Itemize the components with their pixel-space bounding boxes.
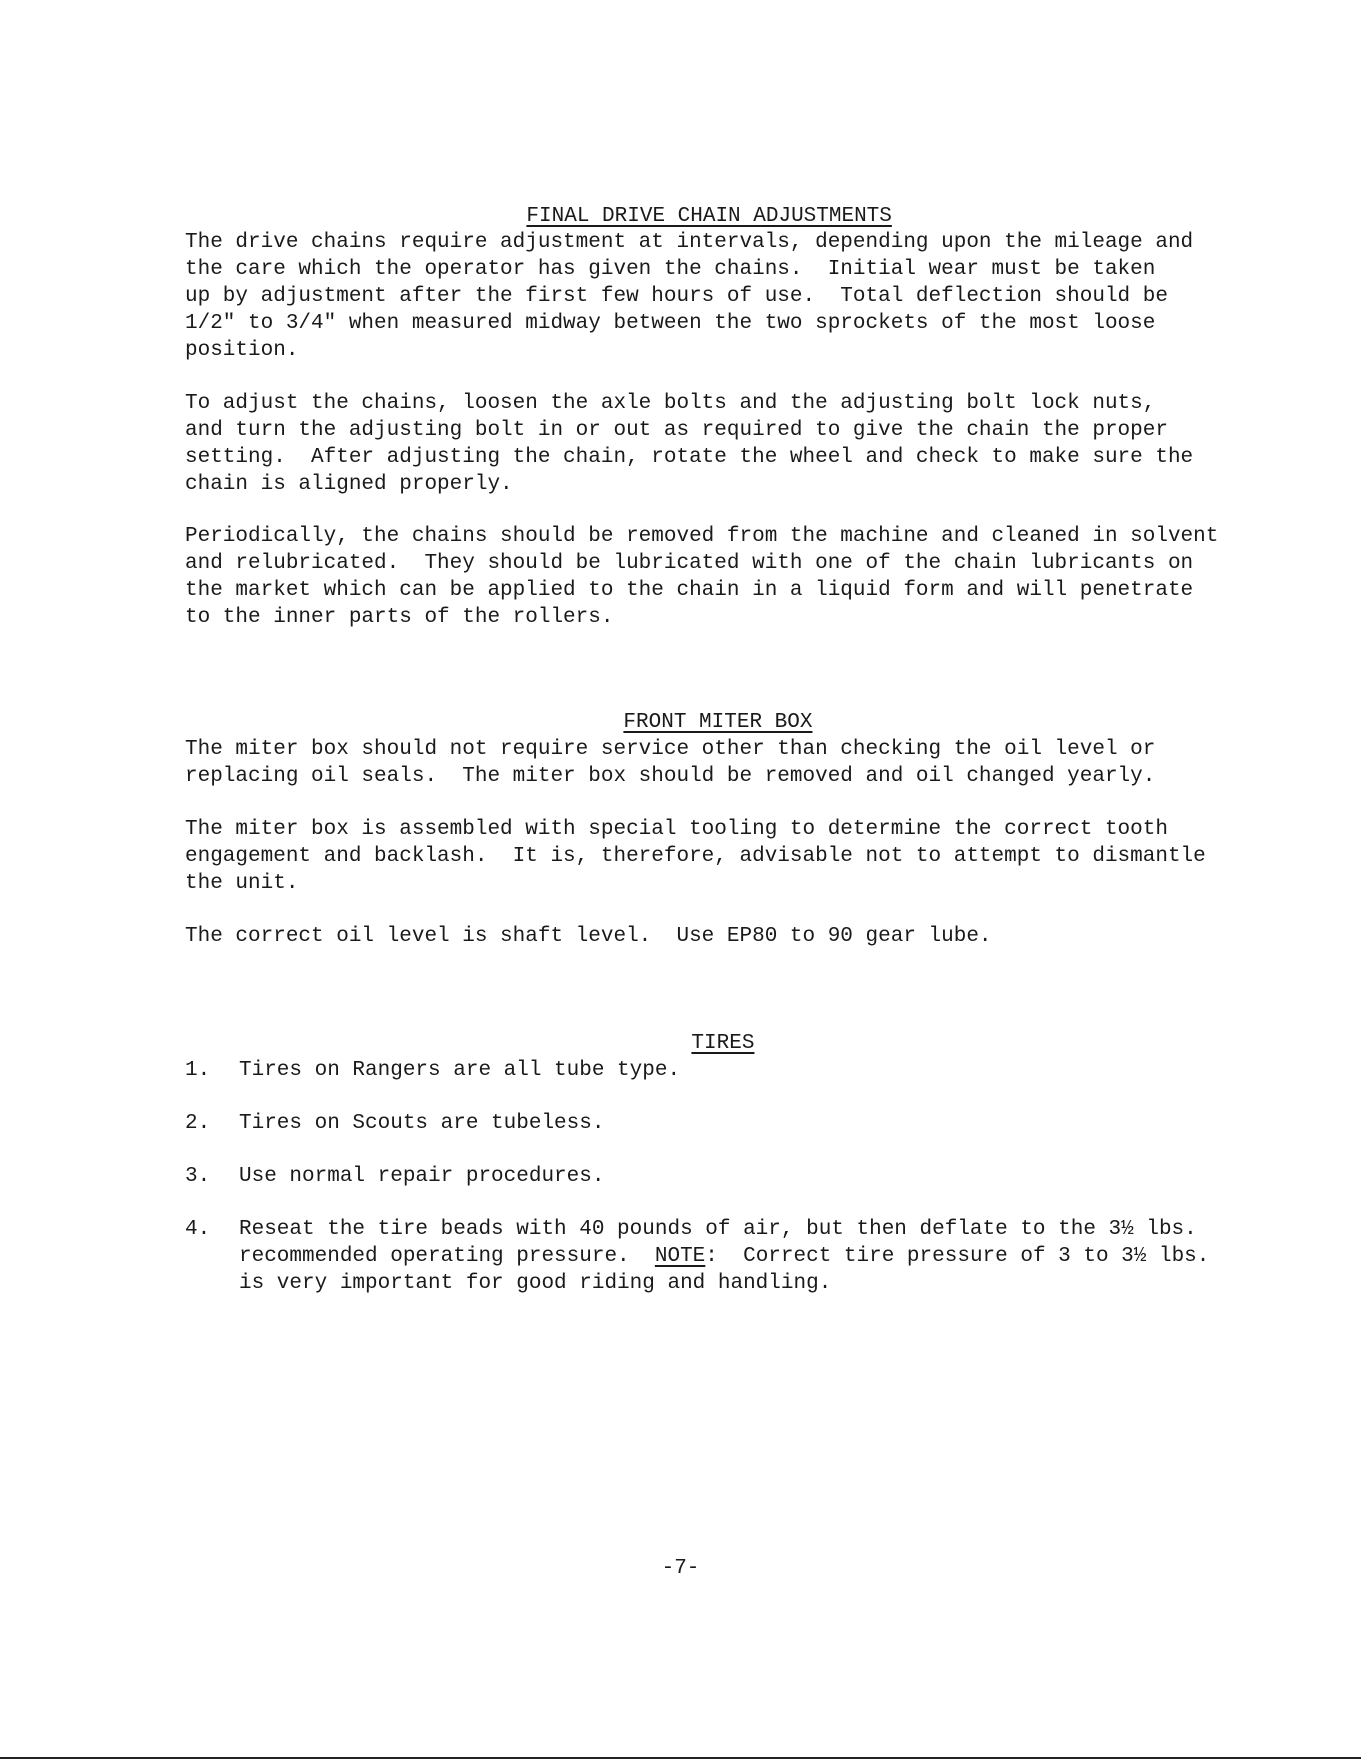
heading-tires-text: TIRES xyxy=(691,1032,755,1055)
text-line: The correct oil level is shaft level. Use EP80 to 90 gear lube. xyxy=(185,925,992,948)
paragraph-oil-level xyxy=(185,923,1315,950)
list-item-number: 1. xyxy=(185,1059,211,1082)
list-item-number: 4. xyxy=(185,1218,211,1241)
text-line: the unit. xyxy=(185,872,299,895)
text-line: Periodically, the chains should be removed from the machine and cleaned in solvent xyxy=(185,525,1219,548)
text-line: 1/2" to 3/4" when measured midway between the two sprockets of the most loose xyxy=(185,312,1156,335)
text-line xyxy=(239,1243,1329,1270)
page-bottom-edge xyxy=(0,1757,1361,1759)
paragraph-chain-cleaning xyxy=(185,523,1315,631)
text-segment: recommended operating pressure. xyxy=(239,1245,655,1268)
text-line: position. xyxy=(185,339,299,362)
text-line: Reseat the tire beads with 40 pounds of air, but then deflate to the 3½ lbs. xyxy=(239,1218,1197,1241)
text-line: replacing oil seals. The miter box should be removed and oil changed yearly. xyxy=(185,765,1156,788)
text-line: The miter box should not require service other than checking the oil level or xyxy=(185,738,1156,761)
text-line: Tires on Rangers are all tube type. xyxy=(239,1059,681,1082)
text-line: is very important for good riding and handling. xyxy=(239,1272,832,1295)
note-label: NOTE xyxy=(654,1245,706,1268)
text-line: and relubricated. They should be lubricated with one of the chain lubricants on xyxy=(185,552,1194,575)
paragraph-miter-box-assembly xyxy=(185,816,1315,897)
paragraph-chain-adjustment-intervals xyxy=(185,229,1315,364)
text-line: up by adjustment after the first few hours of use. Total deflection should be xyxy=(185,285,1168,308)
text-line: to the inner parts of the rollers. xyxy=(185,606,614,629)
heading-front-miter-box-text: FRONT MITER BOX xyxy=(623,711,813,734)
text-line: and turn the adjusting bolt in or out as required to give the chain the proper xyxy=(185,419,1168,442)
text-line: To adjust the chains, loosen the axle bolts and the adjusting bolt lock nuts, xyxy=(185,392,1156,415)
heading-final-drive-text: FINAL DRIVE CHAIN ADJUSTMENTS xyxy=(526,205,892,228)
text-line: setting. After adjusting the chain, rotate the wheel and check to make sure the xyxy=(185,446,1194,469)
text-line: Tires on Scouts are tubeless. xyxy=(239,1112,605,1135)
text-line: the market which can be applied to the chain in a liquid form and will penetrate xyxy=(185,579,1194,602)
text-line: chain is aligned properly. xyxy=(185,473,513,496)
text-line: Use normal repair procedures. xyxy=(239,1165,605,1188)
text-line: The miter box is assembled with special tooling to determine the correct tooth xyxy=(185,818,1168,841)
text-line: the care which the operator has given the chains. Initial wear must be taken xyxy=(185,258,1156,281)
paragraph-miter-box-service xyxy=(185,736,1315,790)
paragraph-adjust-chains xyxy=(185,390,1315,498)
list-item-number: 2. xyxy=(185,1112,211,1135)
page-number: -7- xyxy=(661,1557,700,1580)
text-line: The drive chains require adjustment at intervals, depending upon the mileage and xyxy=(185,231,1194,254)
text-segment: : Correct tire pressure of 3 to 3½ lbs. xyxy=(705,1245,1210,1268)
text-line: engagement and backlash. It is, therefore, advisable not to attempt to dismantle xyxy=(185,845,1206,868)
list-item-number: 3. xyxy=(185,1165,211,1188)
